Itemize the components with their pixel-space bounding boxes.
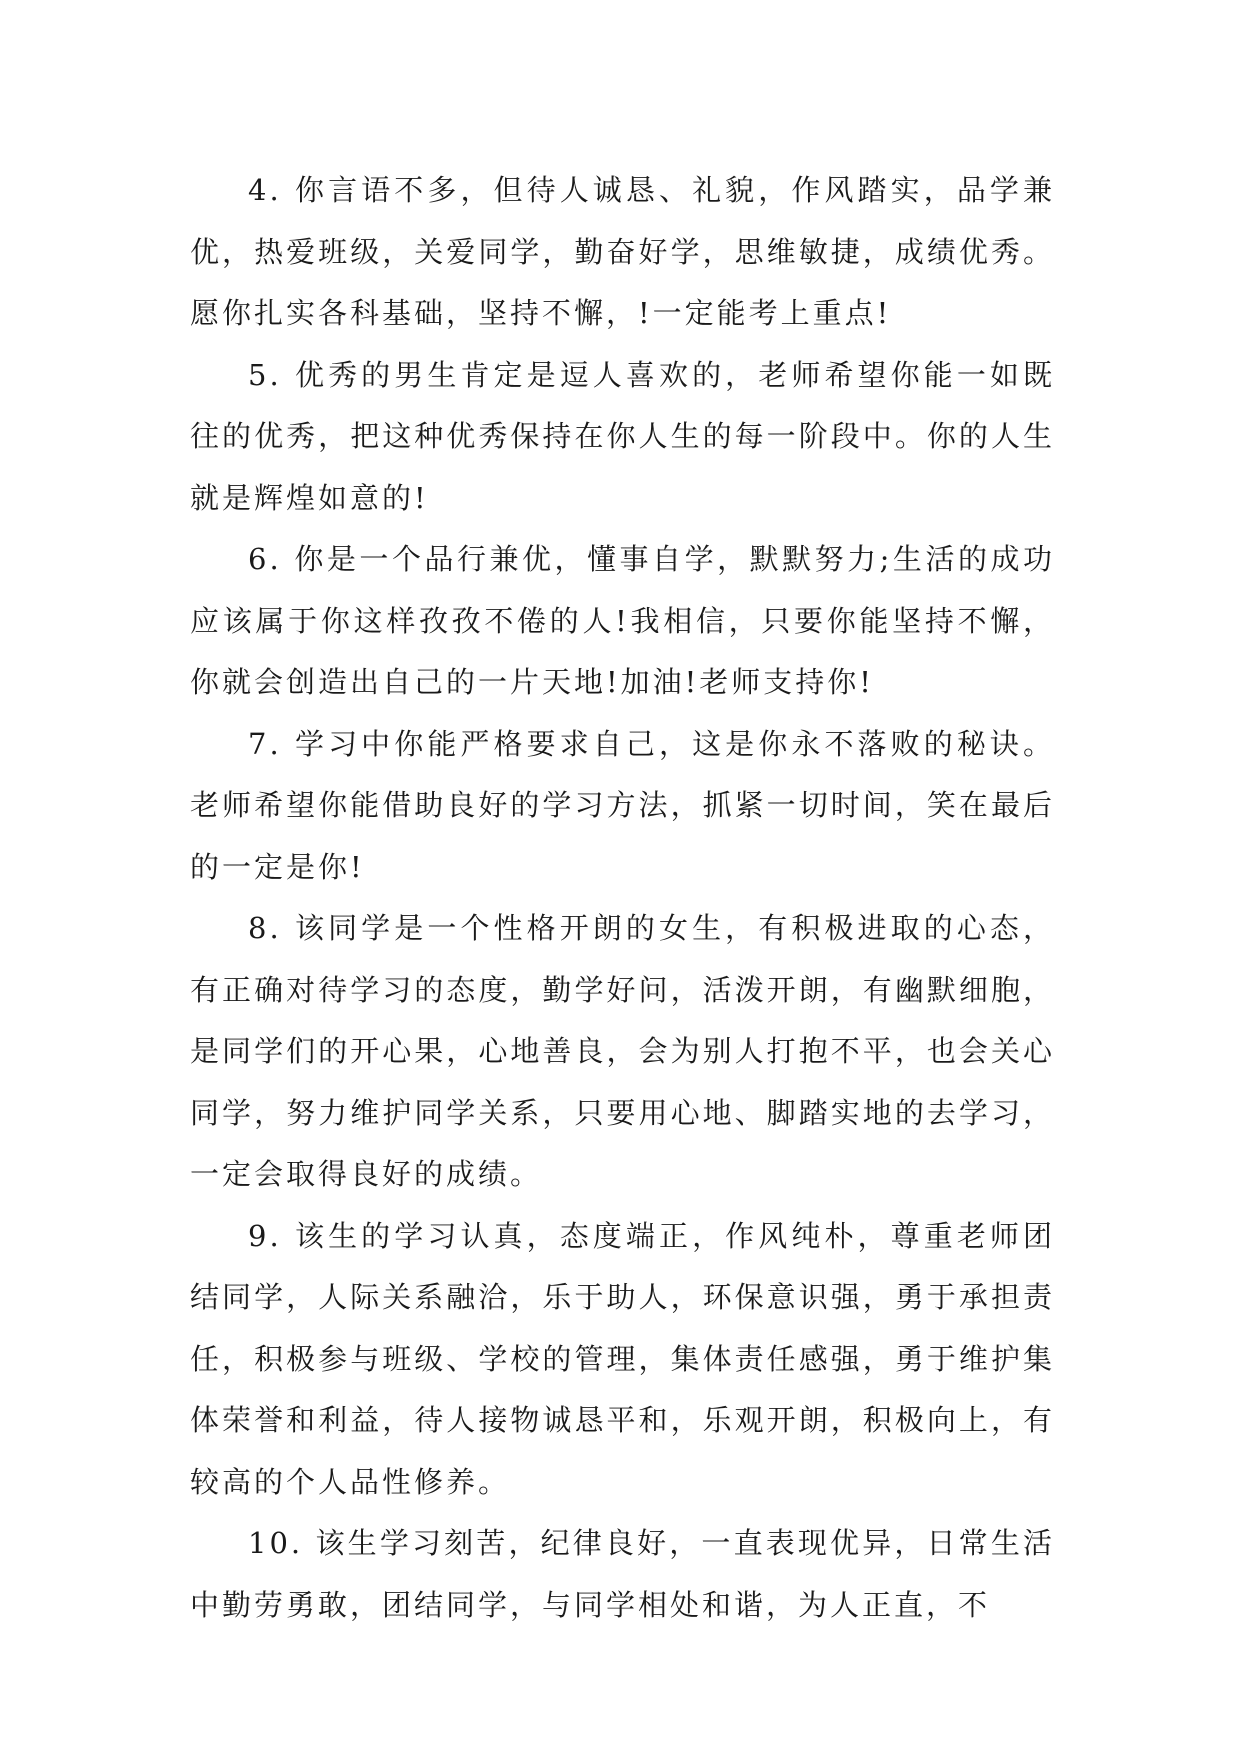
paragraph-6: 6. 你是一个品行兼优，懂事自学，默默努力;生活的成功应该属于你这样孜孜不倦的人!我相信，只要你能坚持不懈，你就会创造出自己的一片天地!加油!老师支持你! <box>190 542 1055 699</box>
paragraph-8: 8. 该同学是一个性格开朗的女生，有积极进取的心态，有正确对待学习的态度，勤学好问，活泼开朗，有幽默细胞，是同学们的开心果，心地善良，会为别人打抱不平，也会关心同学，努力维护同学关系，只要用心地、脚踏实地的去学习，一定会取得良好的成绩。 <box>190 911 1055 1191</box>
paragraph-5: 5. 优秀的男生肯定是逗人喜欢的，老师希望你能一如既往的优秀，把这种优秀保持在你人生的每一阶段中。你的人生就是辉煌如意的! <box>190 357 1055 515</box>
paragraph-4: 4. 你言语不多，但待人诚恳、礼貌，作风踏实，品学兼优，热爱班级，关爱同学，勤奋好学，思维敏捷，成绩优秀。愿你扎实各科基础，坚持不懈，!一定能考上重点! <box>190 173 1055 330</box>
document-body <box>190 160 1055 1636</box>
paragraph-9: 9. 该生的学习认真，态度端正，作风纯朴，尊重老师团结同学，人际关系融洽，乐于助人，环保意识强，勇于承担责任，积极参与班级、学校的管理，集体责任感强，勇于维护集体荣誉和利益，待人接物诚恳平和，乐观开朗，积极向上，有较高的个人品性修养。 <box>190 1218 1055 1499</box>
paragraph-10: 10. 该生学习刻苦，纪律良好，一直表现优异，日常生活中勤劳勇敢，团结同学，与同学相处和谐，为人正直，不 <box>190 1526 1055 1622</box>
paragraph-7: 7. 学习中你能严格要求自己，这是你永不落败的秘诀。老师希望你能借助良好的学习方法，抓紧一切时间，笑在最后的一定是你! <box>190 726 1055 884</box>
